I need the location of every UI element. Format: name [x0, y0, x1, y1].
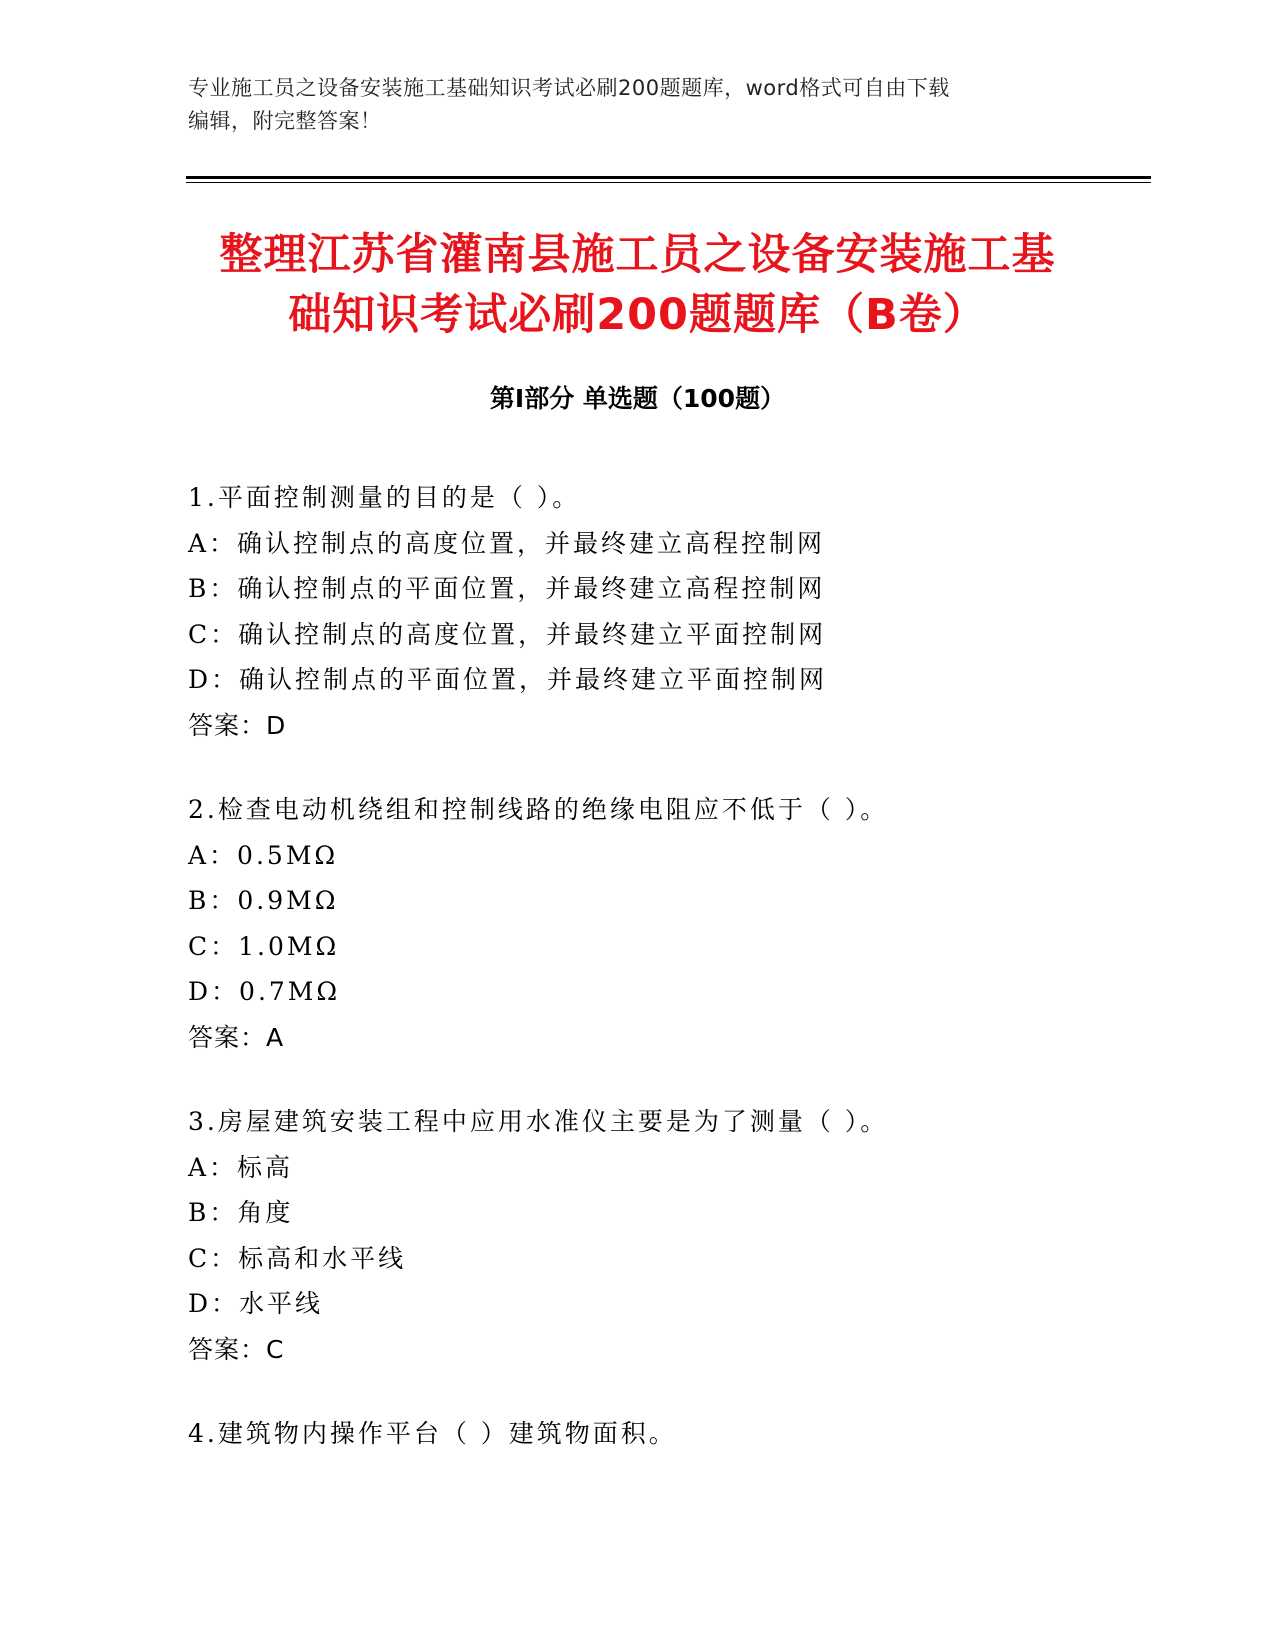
- option-a: A：0.5MΩ: [188, 840, 339, 870]
- question-list: [188, 475, 1148, 1496]
- document-title-line-2: 础知识考试必刷200题题库（B卷）: [288, 290, 987, 340]
- question-stem: 3.房屋建筑安装工程中应用水准仪主要是为了测量（ ）。: [188, 1107, 889, 1136]
- question-stem: 2.检查电动机绕组和控制线路的绝缘电阻应不低于（ ）。: [188, 795, 889, 824]
- header-rule-thick: [186, 176, 1151, 179]
- option-d: D：确认控制点的平面位置，并最终建立平面控制网: [188, 665, 828, 694]
- answer: 答案：D: [188, 710, 287, 740]
- question-2: [188, 787, 1148, 1060]
- question-1: [188, 475, 1148, 748]
- header-note-line-1: 专业施工员之设备安装施工基础知识考试必刷200题题库，word格式可自由下载: [188, 76, 950, 100]
- option-a: A：标高: [188, 1152, 294, 1182]
- question-stem: 1.平面控制测量的目的是（ ）。: [188, 483, 581, 512]
- header-rule-thin: [186, 182, 1151, 183]
- option-a: A：确认控制点的高度位置，并最终建立高程控制网: [188, 528, 826, 558]
- option-b: B：角度: [188, 1198, 294, 1227]
- question-stem: 4.建筑物内操作平台（ ）建筑物面积。: [188, 1419, 677, 1448]
- option-d: D：0.7MΩ: [188, 977, 341, 1006]
- header-note: [188, 72, 1088, 138]
- header-note-line-2: 编辑，附完整答案！: [188, 109, 382, 133]
- document-title-line-1: 整理江苏省灌南县施工员之设备安装施工基: [219, 230, 1056, 280]
- section-title: 第Ⅰ部分 单选题（100题）: [489, 384, 786, 413]
- option-c: C：1.0MΩ: [188, 931, 340, 961]
- option-c: C：标高和水平线: [188, 1243, 407, 1273]
- option-c: C：确认控制点的高度位置，并最终建立平面控制网: [188, 619, 827, 649]
- option-b: B：0.9MΩ: [188, 886, 339, 915]
- option-b: B：确认控制点的平面位置，并最终建立高程控制网: [188, 574, 826, 603]
- document-title: [150, 225, 1125, 345]
- question-3: [188, 1099, 1148, 1372]
- option-d: D：水平线: [188, 1289, 324, 1318]
- answer: 答案：C: [188, 1334, 285, 1364]
- answer: 答案：A: [188, 1022, 285, 1052]
- question-4: [188, 1411, 1148, 1457]
